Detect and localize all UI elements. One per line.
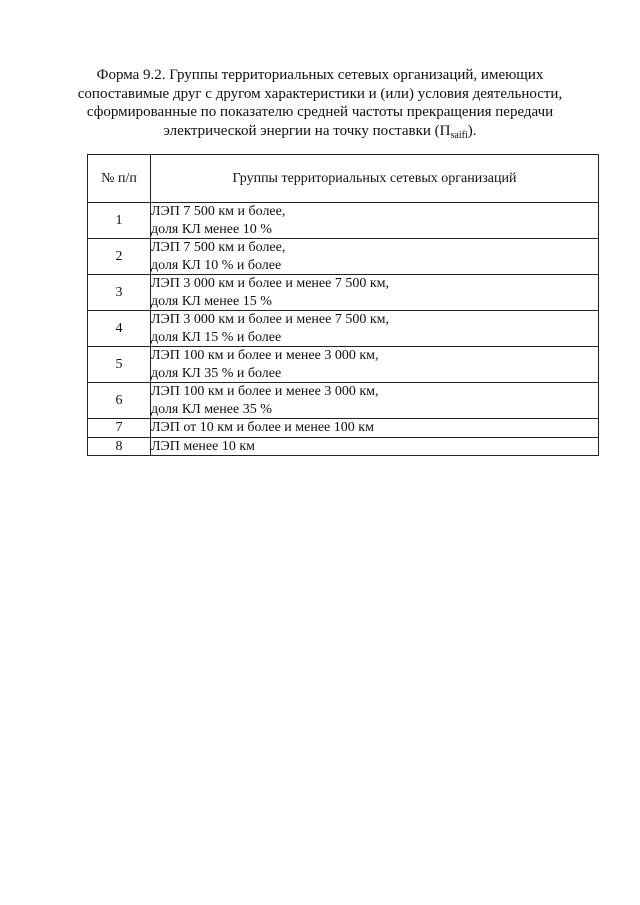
title-last-suffix: ). [467, 122, 477, 139]
title-subscript: saifi [450, 129, 468, 141]
description-line: ЛЭП 7 500 км и более, [151, 204, 286, 219]
table-row [88, 311, 599, 347]
title-line: сопоставимые друг с другом характеристики и (или) условия деятельности, [77, 85, 563, 102]
table-row [88, 203, 599, 239]
row-description [151, 437, 599, 456]
row-number: 2 [88, 239, 151, 275]
header-groups: Группы территориальных сетевых организаций [151, 155, 599, 203]
row-description [151, 203, 599, 239]
table-row [88, 419, 599, 438]
groups-table [87, 154, 599, 456]
description-line: ЛЭП 100 км и более и менее 3 000 км, [151, 348, 379, 363]
table-row [88, 437, 599, 456]
description-line: ЛЭП 100 км и более и менее 3 000 км, [151, 384, 379, 399]
description-line: доля КЛ 35 % и более [151, 365, 282, 381]
header-number: № п/п [88, 155, 151, 203]
row-number: 4 [88, 311, 151, 347]
row-description [151, 419, 599, 438]
row-description [151, 311, 599, 347]
row-description [151, 347, 599, 383]
row-number: 3 [88, 275, 151, 311]
row-number: 8 [88, 437, 151, 456]
table-row [88, 347, 599, 383]
title-line: Форма 9.2. Группы территориальных сетевых организаций, имеющих [96, 67, 544, 83]
title-last-prefix: электрической энергии на точку поставки (П [163, 122, 451, 139]
description-line: ЛЭП менее 10 км [151, 438, 256, 454]
title-line-last [70, 122, 570, 141]
description-line: доля КЛ менее 35 % [151, 401, 272, 417]
title-line: сформированные по показателю средней частоты прекращения передачи [86, 104, 554, 120]
table-header-row [88, 155, 599, 203]
description-line: ЛЭП 3 000 км и более и менее 7 500 км, [151, 276, 389, 291]
row-number: 7 [88, 419, 151, 438]
description-line: ЛЭП от 10 км и более и менее 100 км [151, 420, 374, 435]
row-number: 1 [88, 203, 151, 239]
description-line: доля КЛ менее 10 % [151, 221, 272, 237]
description-line: доля КЛ 10 % и более [151, 257, 282, 273]
form-title [70, 66, 570, 140]
row-description [151, 239, 599, 275]
table-row [88, 275, 599, 311]
description-line: доля КЛ 15 % и более [151, 329, 282, 345]
row-description [151, 383, 599, 419]
description-line: ЛЭП 7 500 км и более, [151, 240, 286, 255]
description-line: доля КЛ менее 15 % [151, 293, 272, 309]
row-description [151, 275, 599, 311]
table-row [88, 239, 599, 275]
row-number: 6 [88, 383, 151, 419]
table-row [88, 383, 599, 419]
row-number: 5 [88, 347, 151, 383]
description-line: ЛЭП 3 000 км и более и менее 7 500 км, [151, 312, 389, 327]
